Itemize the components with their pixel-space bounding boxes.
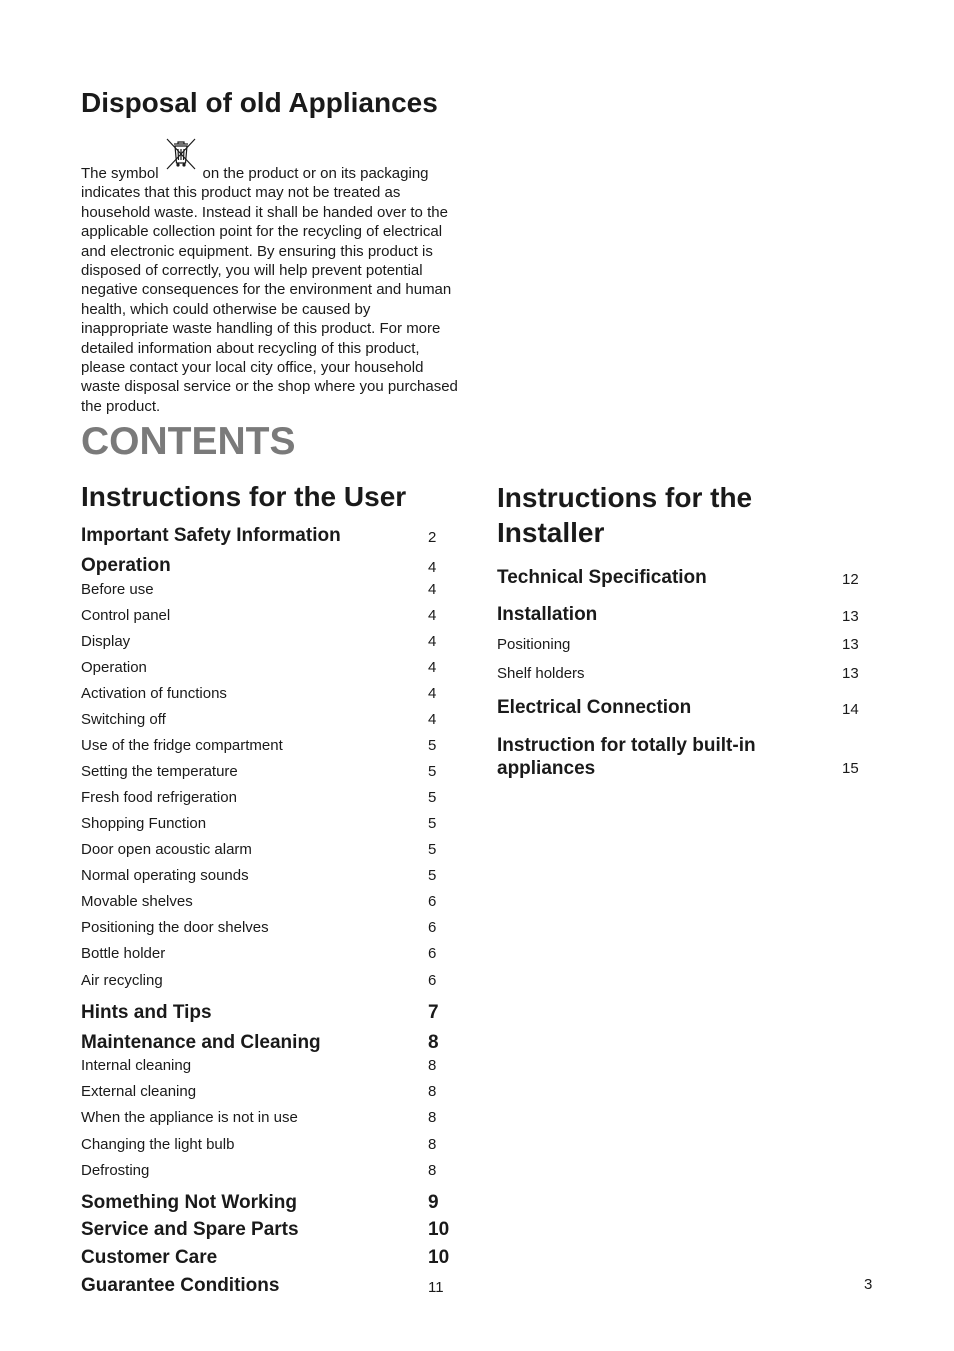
toc-page-number: 10 xyxy=(428,1219,450,1240)
toc-subitem-label: When the appliance is not in use xyxy=(81,1109,298,1126)
toc-heading-label: Instruction for totally built-in appliances xyxy=(497,735,756,779)
toc-subitem-label: Air recycling xyxy=(81,972,163,989)
toc-page-number: 5 xyxy=(428,815,437,832)
toc-page-number: 11 xyxy=(428,1279,444,1296)
toc-page-number: 7 xyxy=(428,1002,439,1023)
toc-subitem-label: Defrosting xyxy=(81,1162,150,1179)
toc-subitem-label: Positioning xyxy=(497,636,571,653)
toc-heading-label: Guarantee Conditions xyxy=(81,1275,280,1296)
toc-subitem-label: Switching off xyxy=(81,711,166,728)
toc-page-number: 4 xyxy=(428,659,437,676)
toc-heading-label: Maintenance and Cleaning xyxy=(81,1032,321,1053)
toc-page-number: 8 xyxy=(428,1057,437,1074)
toc-page-number: 6 xyxy=(428,945,437,962)
disposal-paragraph xyxy=(81,148,461,416)
user-section-title: Instructions for the User xyxy=(81,481,407,512)
toc-page-number: 4 xyxy=(428,607,437,624)
toc-heading-label: Installation xyxy=(497,604,598,625)
disposal-title: Disposal of old Appliances xyxy=(81,87,438,118)
toc-page-number: 15 xyxy=(842,760,859,777)
toc-heading-label: Service and Spare Parts xyxy=(81,1219,299,1240)
toc-page-number: 4 xyxy=(428,633,437,650)
toc-page-number: 12 xyxy=(842,571,859,588)
toc-subitem-label: External cleaning xyxy=(81,1083,197,1100)
toc-subitem-label: Shopping Function xyxy=(81,815,207,832)
disposal-text-rest: on the product or on its packaging indicates that this product may not be treated as household waste. Instead it shall be handed over to the applicable collection point for the recycling of electrical and electronic equipment. By ensuring this product is disposed of correctly, you will help prevent potential negative consequences for the environment and human health, which could otherwise be caused by inappropriate waste handling of this product. For more detailed information about recycling of this product, please contact your local city office, your household waste disposal service or the shop where you purchased the product. xyxy=(81,165,458,415)
toc-page-number: 5 xyxy=(428,737,437,754)
toc-page-number: 8 xyxy=(428,1136,437,1153)
toc-page-number: 13 xyxy=(842,665,859,682)
contents-title: CONTENTS xyxy=(81,420,296,463)
toc-page-number: 14 xyxy=(842,701,859,718)
toc-subitem-label: Operation xyxy=(81,659,147,676)
toc-page-number: 8 xyxy=(428,1109,437,1126)
toc-page-number: 8 xyxy=(428,1083,437,1100)
toc-page-number: 4 xyxy=(428,559,437,576)
toc-subitem-label: Changing the light bulb xyxy=(81,1136,235,1153)
toc-page-number: 5 xyxy=(428,867,437,884)
installer-section-title: Instructions for the Installer xyxy=(497,482,753,548)
toc-heading-label: Operation xyxy=(81,555,171,576)
toc-page-number: 9 xyxy=(428,1192,439,1213)
toc-subitem-label: Fresh food refrigeration xyxy=(81,789,237,806)
toc-subitem-label: Movable shelves xyxy=(81,893,193,910)
toc-page-number: 13 xyxy=(842,636,859,653)
toc-page-number: 10 xyxy=(428,1247,450,1268)
toc-subitem-label: Setting the temperature xyxy=(81,763,238,780)
toc-subitem-label: Internal cleaning xyxy=(81,1057,192,1074)
toc-subitem-label: Normal operating sounds xyxy=(81,867,249,884)
toc-page-number: 8 xyxy=(428,1032,439,1053)
toc-page-number: 6 xyxy=(428,972,437,989)
toc-subitem-label: Door open acoustic alarm xyxy=(81,841,252,858)
toc-page-number: 4 xyxy=(428,581,437,598)
page-number: 3 xyxy=(864,1276,873,1293)
toc-subitem-label: Shelf holders xyxy=(497,665,585,682)
toc-subitem-label: Display xyxy=(81,633,131,650)
toc-heading-label: Something Not Working xyxy=(81,1192,298,1213)
disposal-text-start: The symbol xyxy=(81,165,159,182)
toc-page-number: 5 xyxy=(428,841,437,858)
toc-page-number: 6 xyxy=(428,893,437,910)
toc-page-number: 8 xyxy=(428,1162,437,1179)
toc-page-number: 5 xyxy=(428,763,437,780)
toc-subitem-label: Positioning the door shelves xyxy=(81,919,269,936)
toc-subitem-label: Before use xyxy=(81,581,154,598)
toc-page-number: 5 xyxy=(428,789,437,806)
toc-heading-label: Technical Specification xyxy=(497,567,707,588)
toc-subitem-label: Control panel xyxy=(81,607,171,624)
toc-subitem-label: Activation of functions xyxy=(81,685,227,702)
toc-heading-label: Customer Care xyxy=(81,1247,218,1268)
toc-heading-label: Electrical Connection xyxy=(497,697,692,718)
toc-page-number: 4 xyxy=(428,711,437,728)
crossed-out-wheelie-bin-icon xyxy=(163,136,199,172)
toc-page-number: 4 xyxy=(428,685,437,702)
toc-subitem-label: Use of the fridge compartment xyxy=(81,737,283,754)
toc-heading-label: Hints and Tips xyxy=(81,1002,212,1023)
toc-subitem-label: Bottle holder xyxy=(81,945,166,962)
toc-page-number: 13 xyxy=(842,608,859,625)
toc-page-number: 6 xyxy=(428,919,437,936)
toc-page-number: 2 xyxy=(428,529,437,546)
toc-heading-label: Important Safety Information xyxy=(81,525,341,546)
